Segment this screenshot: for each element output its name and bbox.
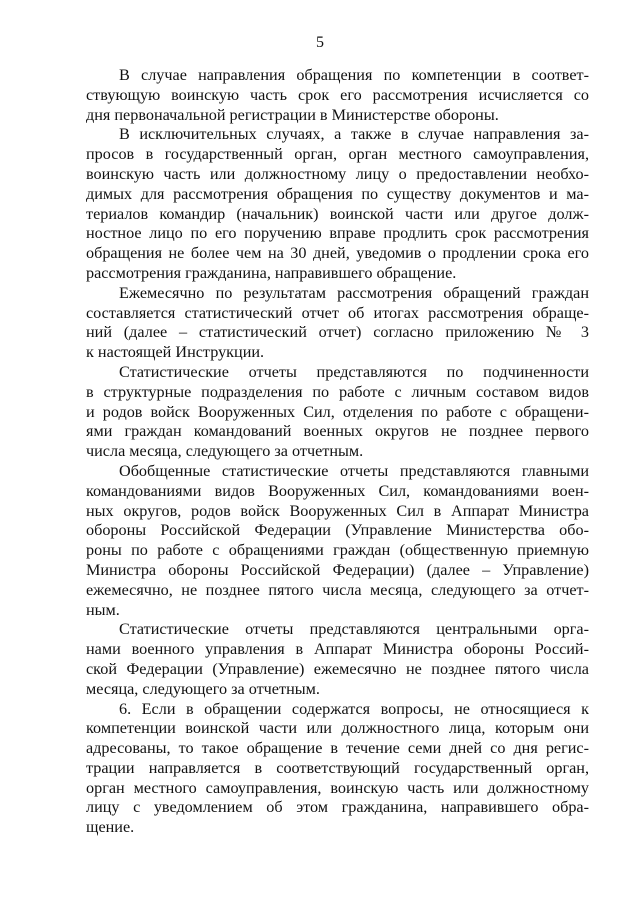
text-line: ями граждан командований военных округов не позднее первого [86,422,589,441]
text-line: воинскую часть или должностному лицу о предоставлении необхо- [86,164,589,183]
text-line: просов в государственный орган, орган местного самоуправления, [86,145,589,164]
text-line: командованиями видов Вооруженных Сил, командованиями воен- [86,481,589,500]
text-line: ностное лицо по его поручению вправе продлить срок рассмотрения [86,224,589,243]
text-line: ных округов, родов войск Вооруженных Сил в Аппарат Министра [86,501,589,520]
text-line: Статистические отчеты представляются центральными орга- [119,620,589,639]
paragraph-3 [86,284,589,363]
text-line: ний (далее – статистический отчет) согласно приложению № 3 [86,323,589,342]
text-line: В случае направления обращения по компетенции в соответ- [119,66,589,84]
paragraph-5 [86,462,589,620]
document-body [86,66,589,838]
text-line: Ежемесячно по результатам рассмотрения обращений граждан [119,283,589,302]
text-line: к настоящей Инструкции. [86,343,265,362]
text-line: месяца, следующего за отчетным. [86,679,320,698]
text-line: роны по работе с обращениями граждан (общественную приемную [86,541,589,560]
text-line: щение. [86,818,135,837]
paragraph-4 [86,363,589,462]
text-line: рассмотрения гражданина, направившего обращение. [86,263,457,282]
text-line: ежемесячно, не позднее пятого числа месяца, следующего за отчет- [86,580,589,599]
text-line: нами военного управления в Аппарат Министра обороны Россий- [86,640,589,659]
text-line: обороны Российской Федерации (Управление Министерства обо- [86,521,589,540]
text-line: В исключительных случаях, а также в случае направления за- [119,125,589,144]
text-line: компетенции воинской части или должностного лица, которым они [86,719,589,738]
text-line: териалов командир (начальник) воинской части или другое долж- [86,204,589,223]
text-line: трации направляется в соответствующий государственный орган, [86,758,589,777]
text-line: ствующую воинскую часть срок его рассмотрения исчисляется со [86,85,589,104]
text-line: дня первоначальной регистрации в Министерстве обороны. [86,105,499,124]
text-line: ской Федерации (Управление) ежемесячно не позднее пятого числа [86,659,589,678]
text-line: орган местного самоуправления, воинскую часть или должностному [86,778,589,797]
text-line: Министра обороны Российской Федерации) (далее – Управление) [86,560,589,579]
paragraph-1 [86,66,589,125]
text-line: димых для рассмотрения обращения по существу документов и ма- [86,184,589,203]
text-line: в структурные подразделения по работе с личным составом видов [86,382,589,401]
text-line: обращения не более чем на 30 дней, уведомив о продлении срока его [86,244,589,263]
paragraph-6 [86,620,589,699]
text-line: лицу с уведомлением об этом гражданина, направившего обра- [86,798,589,817]
text-line: ным. [86,600,120,619]
text-line: адресованы, то такое обращение в течение семи дней со дня регис- [86,739,589,758]
text-line: Обобщенные статистические отчеты представляются главными [119,461,589,480]
text-line: Статистические отчеты представляются по подчиненности [119,362,589,381]
text-line: составляется статистический отчет об итогах рассмотрения обраще- [86,303,589,322]
paragraph-7 [86,700,589,839]
text-line: 6. Если в обращении содержатся вопросы, не относящиеся к [119,699,589,718]
paragraph-2 [86,125,589,283]
text-line: числа месяца, следующего за отчетным. [86,442,364,461]
text-line: и родов войск Вооруженных Сил, отделения по работе с обращени- [86,402,589,421]
page-number: 5 [316,34,324,51]
